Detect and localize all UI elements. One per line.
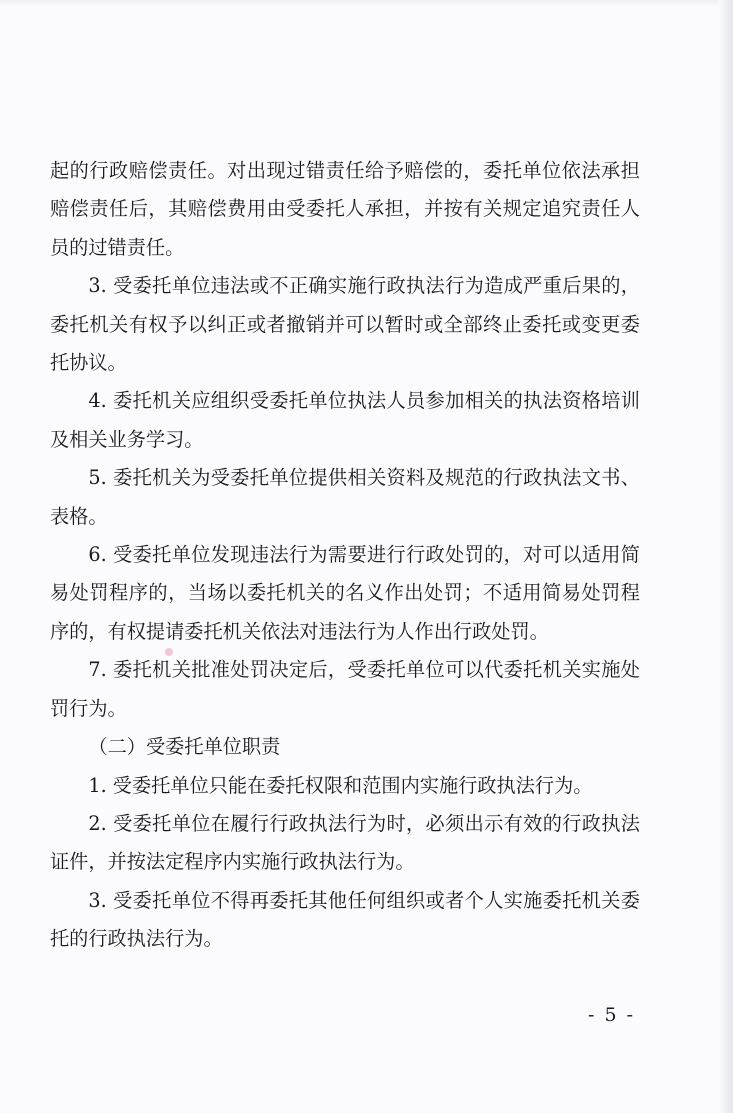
paragraph-item-5: 5. 委托机关为受委托单位提供相关资料及规范的行政执法文书、表格。 (50, 466, 640, 528)
paragraph-duty-1: 1. 受委托单位只能在委托权限和范围内实施行政执法行为。 (88, 773, 593, 797)
paragraph-duty-3: 3. 受委托单位不得再委托其他任何组织或者个人实施委托机关委托的行政执法行为。 (50, 888, 640, 951)
scan-right-edge (719, 0, 733, 1113)
paragraph-continuation: 起的行政赔偿责任。对出现过错责任给予赔偿的，委托单位依法承担赔偿责任后，其赔偿费用由受委托人承担，并按有关规定追究责任人员的过错责任。 (50, 159, 640, 259)
paragraph-item-7: 7. 委托机关批准处罚决定后，受委托单位可以代委托机关实施处罚行为。 (50, 658, 640, 720)
section-heading: （二）受委托单位职责 (88, 735, 281, 759)
page-number: - 5 - (588, 1004, 636, 1026)
paragraph-duty-2: 2. 受委托单位在履行行政执法行为时，必须出示有效的行政执法证件，并按法定程序内实施行政执法行为。 (50, 811, 640, 874)
paragraph-item-4: 4. 委托机关应组织受委托单位执法人员参加相关的执法资格培训及相关业务学习。 (50, 389, 640, 451)
paragraph-item-3: 3. 受委托单位违法或不正确实施行政执法行为造成严重后果的，委托机关有权予以纠正或者撤销并可以暂时或全部终止委托或变更委托协议。 (50, 274, 640, 375)
document-body (50, 152, 640, 959)
paragraph-item-6: 6. 受委托单位发现违法行为需要进行行政处罚的，对可以适用简易处罚程序的，当场以委托机关的名义作出处罚；不适用简易处罚程序的，有权提请委托机关依法对违法行为人作出行政处罚。 (50, 543, 640, 643)
scan-top-edge (0, 0, 733, 6)
